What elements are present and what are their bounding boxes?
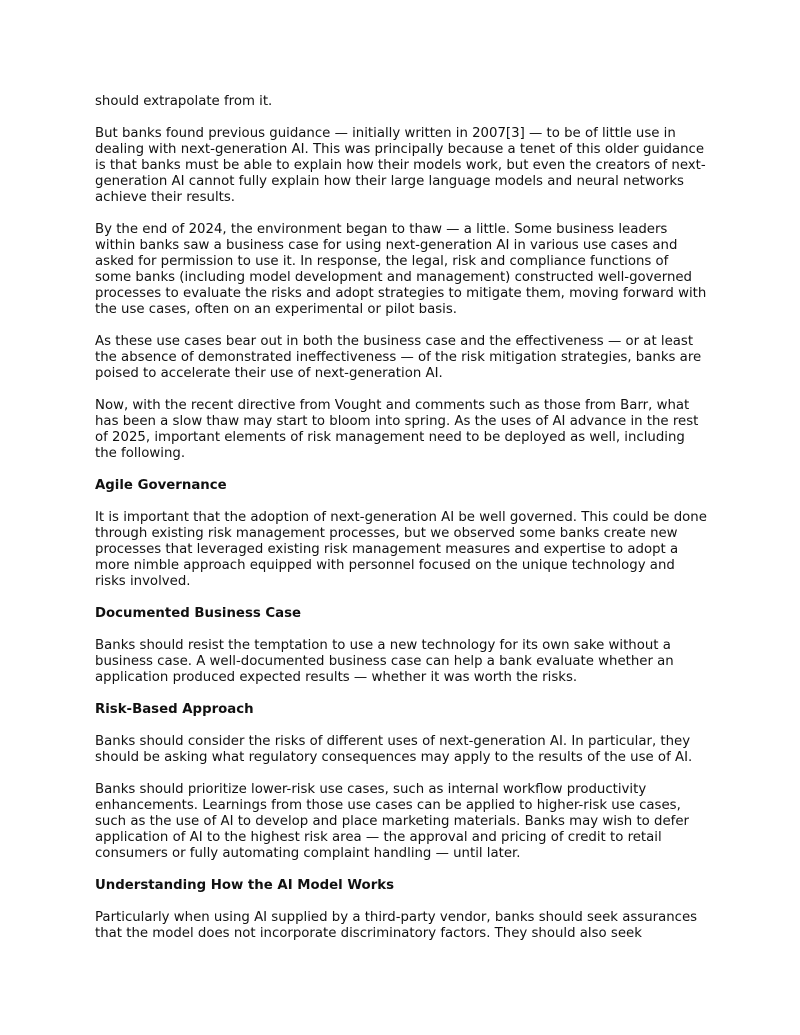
paragraph-use-cases-bear-out: As these use cases bear out in both the business case and the effectiveness — or at least the absence of demonstrated ineffectiveness — of the risk mitigation strategies, banks are poised to accelerate their use of next-generation AI. bbox=[95, 334, 702, 381]
document-body bbox=[95, 94, 707, 958]
paragraph-agile-governance: It is important that the adoption of next-generation AI be well governed. This could be done through existing risk management processes, but we observed some banks create new processes that leveraged existing risk management measures and expertise to adopt a more nimble approach equipped with personnel focused on the unique technology and risks involved. bbox=[95, 510, 707, 589]
heading-documented-business-case: Documented Business Case bbox=[95, 606, 302, 621]
paragraph-third-party-vendor: Particularly when using AI supplied by a third-party vendor, banks should seek assurances that the model does not incorporate discriminatory factors. They should also seek bbox=[95, 910, 698, 941]
paragraph-environment-thaw: By the end of 2024, the environment began to thaw — a little. Some business leaders within banks saw a business case for using next-generation AI in various use cases and asked for permission to use it. In response, the legal, risk and compliance functions of some banks (including model development and management) constructed well-governed processes to evaluate the risks and adopt strategies to mitigate them, moving forward with the use cases, often on an experimental or pilot basis. bbox=[95, 222, 707, 317]
paragraph-prioritize-lower-risk: Banks should prioritize lower-risk use cases, such as internal workflow productivity enhancements. Learnings from those use cases can be applied to higher-risk use cases, such as the use of AI to develop and place marketing materials. Banks may wish to defer application of AI to the highest risk area — the approval and pricing of credit to retail consumers or fully automating complaint handling — until later. bbox=[95, 782, 689, 861]
paragraph-previous-guidance: But banks found previous guidance — initially written in 2007[3] — to be of little use in dealing with next-generation AI. This was principally because a tenet of this older guidance is that banks must be able to explain how their models work, but even the creators of next-generation AI cannot fully explain how their large language models and neural networks achieve their results. bbox=[95, 126, 706, 205]
paragraph-extrapolate: should extrapolate from it. bbox=[95, 94, 273, 109]
paragraph-risk-based-approach: Banks should consider the risks of different uses of next-generation AI. In particular, they should be asking what regulatory consequences may apply to the results of the use of AI. bbox=[95, 734, 693, 765]
paragraph-documented-business-case: Banks should resist the temptation to use a new technology for its own sake without a business case. A well-documented business case can help a bank evaluate whether an application produced expected results — whether it was worth the risks. bbox=[95, 638, 674, 685]
paragraph-slow-thaw: Now, with the recent directive from Vought and comments such as those from Barr, what has been a slow thaw may start to bloom into spring. As the uses of AI advance in the rest of 2025, important elements of risk management need to be deployed as well, including the following. bbox=[95, 398, 699, 461]
heading-risk-based-approach: Risk-Based Approach bbox=[95, 702, 254, 717]
heading-agile-governance: Agile Governance bbox=[95, 478, 227, 493]
heading-understanding-ai-model: Understanding How the AI Model Works bbox=[95, 878, 395, 893]
